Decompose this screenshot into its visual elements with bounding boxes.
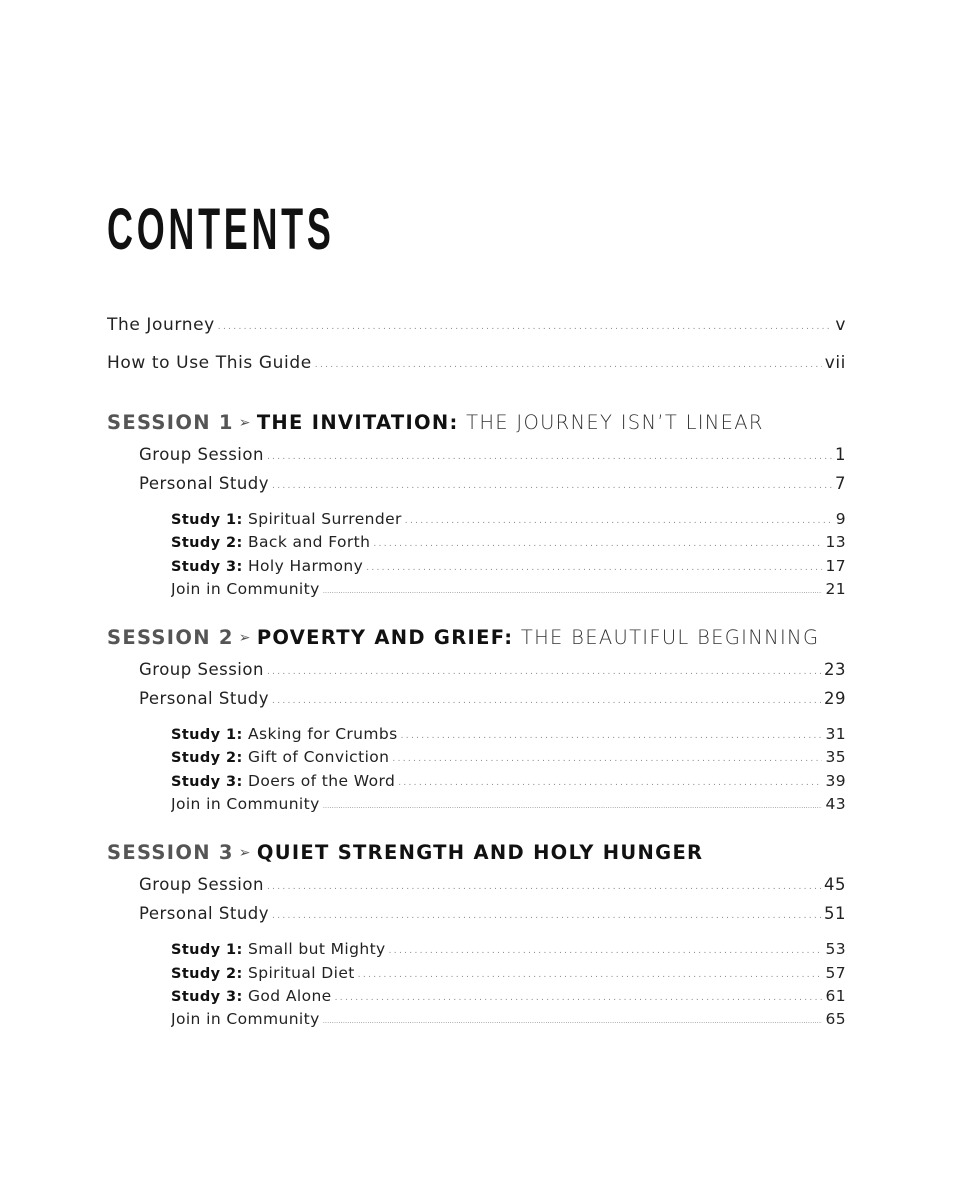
session-3-block [107, 836, 846, 1031]
dot-leader [401, 732, 823, 741]
toc-page-number: 9 [835, 510, 846, 528]
study-title: God Alone [242, 986, 332, 1005]
study-prefix: Study 3: [171, 558, 243, 575]
study-title: Gift of Conviction [242, 748, 390, 767]
toc-page-number: v [835, 315, 846, 335]
toc-entry-personal-study[interactable] [139, 684, 846, 713]
toc-entry-label: How to Use This Guide [107, 353, 312, 373]
session-title-light: THE BEAUTIFUL BEGINNING [513, 626, 820, 650]
dot-leader [272, 912, 821, 921]
toc-entry-study-3[interactable] [171, 770, 846, 793]
toc-entry-study-1[interactable] [171, 508, 846, 531]
dot-leader [267, 668, 821, 677]
dot-leader [398, 779, 822, 788]
study-prefix: Study 2: [171, 535, 243, 552]
arrow-right-icon: ➢ [238, 845, 252, 862]
toc-entry-label: Group Session [139, 875, 264, 895]
session-entries [107, 870, 846, 1031]
toc-entry-study-2[interactable] [171, 746, 846, 769]
study-title: Small but Mighty [242, 940, 386, 959]
table-of-contents [107, 310, 846, 1050]
session-2-block [107, 621, 846, 816]
toc-entry-group-session[interactable] [139, 655, 846, 684]
session-3-heading[interactable] [107, 836, 846, 870]
toc-page-number: 29 [824, 689, 846, 709]
session-title-bold: QUIET STRENGTH AND HOLY HUNGER [256, 841, 704, 865]
dot-leader [405, 517, 833, 526]
session-2-heading[interactable] [107, 621, 846, 655]
dot-leader [218, 323, 833, 332]
session-title-bold: POVERTY AND GRIEF: [256, 626, 514, 650]
toc-entry-study-2[interactable] [171, 531, 846, 554]
study-prefix: Study 2: [171, 965, 243, 982]
dot-leader [366, 564, 822, 573]
toc-page-number: 17 [825, 556, 846, 575]
toc-page-number: 53 [825, 940, 846, 959]
session-number: SESSION 1 [107, 411, 234, 434]
toc-entry-study-2[interactable] [171, 962, 846, 985]
toc-entry-label: Join in Community [171, 795, 320, 814]
toc-entry-the-journey[interactable] [107, 310, 846, 348]
toc-page-number: 7 [835, 474, 846, 493]
toc-entry-join-in-community[interactable] [171, 1008, 846, 1031]
toc-entry-study-3[interactable] [171, 555, 846, 578]
toc-page-number: 13 [825, 533, 846, 552]
study-title: Doers of the Word [242, 771, 396, 790]
toc-entry-join-in-community[interactable] [171, 578, 846, 601]
toc-page-number: 51 [824, 904, 846, 924]
toc-page-number: 23 [824, 660, 846, 680]
page-title: CONTENTS [107, 196, 335, 262]
dot-leader [389, 947, 823, 956]
study-prefix: Study 2: [171, 750, 243, 767]
dot-leader [335, 994, 823, 1003]
study-list [139, 723, 846, 816]
toc-page-number: vii [824, 353, 846, 373]
study-list [139, 938, 846, 1031]
toc-entry-how-to-use[interactable] [107, 348, 846, 386]
toc-entry-study-3[interactable] [171, 985, 846, 1008]
dot-leader [373, 540, 822, 549]
toc-entry-label: Personal Study [139, 474, 270, 493]
toc-entry-label: Join in Community [171, 579, 320, 598]
toc-page-number: 21 [825, 579, 846, 598]
dot-leader [267, 453, 832, 462]
session-title-light: THE JOURNEY ISN’T LINEAR [458, 411, 764, 434]
toc-entry-label: Group Session [139, 660, 264, 680]
toc-page-number: 61 [825, 986, 846, 1005]
toc-page-number: 35 [825, 748, 846, 767]
study-title: Back and Forth [242, 533, 371, 552]
toc-entry-label: The Journey [107, 315, 215, 335]
study-prefix: Study 3: [171, 773, 243, 790]
dot-leader [272, 697, 821, 706]
study-title: Holy Harmony [242, 556, 364, 575]
study-prefix: Study 1: [171, 942, 243, 959]
dot-leader [323, 588, 823, 595]
dot-leader [358, 971, 823, 980]
session-title-bold: THE INVITATION: [256, 411, 459, 434]
toc-page-number: 1 [835, 445, 846, 464]
study-title: Spiritual Diet [242, 963, 355, 982]
toc-entry-join-in-community[interactable] [171, 793, 846, 816]
arrow-right-icon: ➢ [238, 630, 252, 647]
toc-page-number: 39 [825, 771, 846, 790]
study-prefix: Study 1: [171, 512, 243, 528]
toc-entry-personal-study[interactable] [139, 469, 846, 498]
toc-entry-personal-study[interactable] [139, 899, 846, 928]
study-prefix: Study 3: [171, 988, 243, 1005]
study-title: Spiritual Surrender [242, 510, 402, 528]
study-prefix: Study 1: [171, 727, 243, 744]
toc-entry-study-1[interactable] [171, 723, 846, 746]
toc-page-number: 31 [825, 725, 846, 744]
toc-entry-label: Group Session [139, 445, 264, 464]
session-1-heading[interactable] [107, 406, 846, 440]
toc-page-number: 57 [825, 963, 846, 982]
session-number: SESSION 2 [107, 626, 234, 650]
dot-leader [323, 1018, 823, 1025]
study-title: Asking for Crumbs [242, 725, 398, 744]
toc-page-number: 45 [824, 875, 846, 895]
toc-entry-group-session[interactable] [139, 870, 846, 899]
toc-page-number: 65 [825, 1010, 846, 1029]
toc-page-number: 43 [825, 795, 846, 814]
toc-entry-label: Personal Study [139, 689, 270, 709]
arrow-right-icon: ➢ [238, 415, 252, 431]
dot-leader [272, 482, 832, 491]
dot-leader [323, 803, 823, 810]
session-number: SESSION 3 [107, 841, 234, 865]
toc-entry-group-session[interactable] [139, 440, 846, 469]
toc-entry-study-1[interactable] [171, 938, 846, 961]
dot-leader [392, 755, 822, 764]
toc-entry-label: Join in Community [171, 1010, 320, 1029]
session-entries [107, 440, 846, 601]
study-list [139, 508, 846, 601]
toc-entry-label: Personal Study [139, 904, 270, 924]
session-1-block [107, 406, 846, 601]
dot-leader [267, 883, 821, 892]
dot-leader [315, 361, 822, 370]
session-entries [107, 655, 846, 816]
